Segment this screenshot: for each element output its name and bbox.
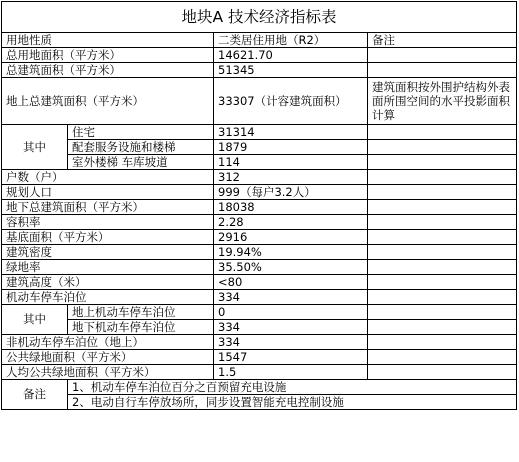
green-ratio-label: 绿地率 xyxy=(2,260,214,275)
above-gfa-remark: 建筑面积按外围护结构外表面所围空间的水平投影面积计算 xyxy=(368,78,517,125)
per-capita-green-label: 人均公共绿地面积（平方米） xyxy=(2,365,214,380)
green-ratio-remark xyxy=(368,260,517,275)
residential-label: 住宅 xyxy=(68,125,214,140)
residential-remark xyxy=(368,125,517,140)
public-green-value: 1547 xyxy=(214,350,368,365)
header-land-use-value: 二类居住用地（R2） xyxy=(214,33,368,48)
site-area-label: 总用地面积（平方米） xyxy=(2,48,214,63)
outdoor-stairs-label: 室外楼梯 车库坡道 xyxy=(68,155,214,170)
density-value: 19.94% xyxy=(214,245,368,260)
above-gfa-breakdown-label: 其中 xyxy=(2,125,68,170)
population-label: 规划人口 xyxy=(2,185,214,200)
total-gfa-remark xyxy=(368,63,517,78)
households-remark xyxy=(368,170,517,185)
height-remark xyxy=(368,275,517,290)
far-remark xyxy=(368,215,517,230)
per-capita-green-remark xyxy=(368,365,517,380)
underground-parking-remark xyxy=(368,320,517,335)
population-value: 999（每户3.2人） xyxy=(214,185,368,200)
public-green-label: 公共绿地面积（平方米） xyxy=(2,350,214,365)
density-label: 建筑密度 xyxy=(2,245,214,260)
far-value: 2.28 xyxy=(214,215,368,230)
underground-parking-value: 334 xyxy=(214,320,368,335)
residential-value: 31314 xyxy=(214,125,368,140)
facilities-value: 1879 xyxy=(214,140,368,155)
parking-breakdown-label: 其中 xyxy=(2,305,68,335)
density-remark xyxy=(368,245,517,260)
note-1: 1、机动车停车泊位百分之百预留充电设施 xyxy=(68,380,517,395)
parking-remark xyxy=(368,290,517,305)
facilities-remark xyxy=(368,140,517,155)
bike-parking-value: 334 xyxy=(214,335,368,350)
surface-parking-value: 0 xyxy=(214,305,368,320)
footprint-remark xyxy=(368,230,517,245)
underground-gfa-value: 18038 xyxy=(214,200,368,215)
above-gfa-value: 33307（计容建筑面积） xyxy=(214,78,368,125)
far-label: 容积率 xyxy=(2,215,214,230)
parking-label: 机动车停车泊位 xyxy=(2,290,214,305)
facilities-label: 配套服务设施和楼梯 xyxy=(68,140,214,155)
surface-parking-remark xyxy=(368,305,517,320)
note-2: 2、电动自行车停放场所，同步设置智能充电控制设施 xyxy=(68,395,517,410)
height-label: 建筑高度（米） xyxy=(2,275,214,290)
above-gfa-label: 地上总建筑面积（平方米） xyxy=(2,78,214,125)
notes-label: 备注 xyxy=(2,380,68,410)
green-ratio-value: 35.50% xyxy=(214,260,368,275)
header-land-use-label: 用地性质 xyxy=(2,33,214,48)
population-remark xyxy=(368,185,517,200)
per-capita-green-value: 1.5 xyxy=(214,365,368,380)
height-value: <80 xyxy=(214,275,368,290)
underground-parking-label: 地下机动车停车泊位 xyxy=(68,320,214,335)
total-gfa-label: 总建筑面积（平方米） xyxy=(2,63,214,78)
header-remark-label: 备注 xyxy=(368,33,517,48)
total-gfa-value: 51345 xyxy=(214,63,368,78)
site-area-remark xyxy=(368,48,517,63)
site-area-value: 14621.70 xyxy=(214,48,368,63)
footprint-label: 基底面积（平方米） xyxy=(2,230,214,245)
households-label: 户数（户） xyxy=(2,170,214,185)
underground-gfa-label: 地下总建筑面积（平方米） xyxy=(2,200,214,215)
bike-parking-label: 非机动车停车泊位（地上） xyxy=(2,335,214,350)
indicator-table-container xyxy=(1,1,518,460)
outdoor-stairs-value: 114 xyxy=(214,155,368,170)
public-green-remark xyxy=(368,350,517,365)
households-value: 312 xyxy=(214,170,368,185)
parking-value: 334 xyxy=(214,290,368,305)
table-title: 地块A 技术经济指标表 xyxy=(2,2,517,33)
footprint-value: 2916 xyxy=(214,230,368,245)
technical-economic-indicator-table xyxy=(1,1,517,410)
outdoor-stairs-remark xyxy=(368,155,517,170)
bike-parking-remark xyxy=(368,335,517,350)
underground-gfa-remark xyxy=(368,200,517,215)
surface-parking-label: 地上机动车停车泊位 xyxy=(68,305,214,320)
